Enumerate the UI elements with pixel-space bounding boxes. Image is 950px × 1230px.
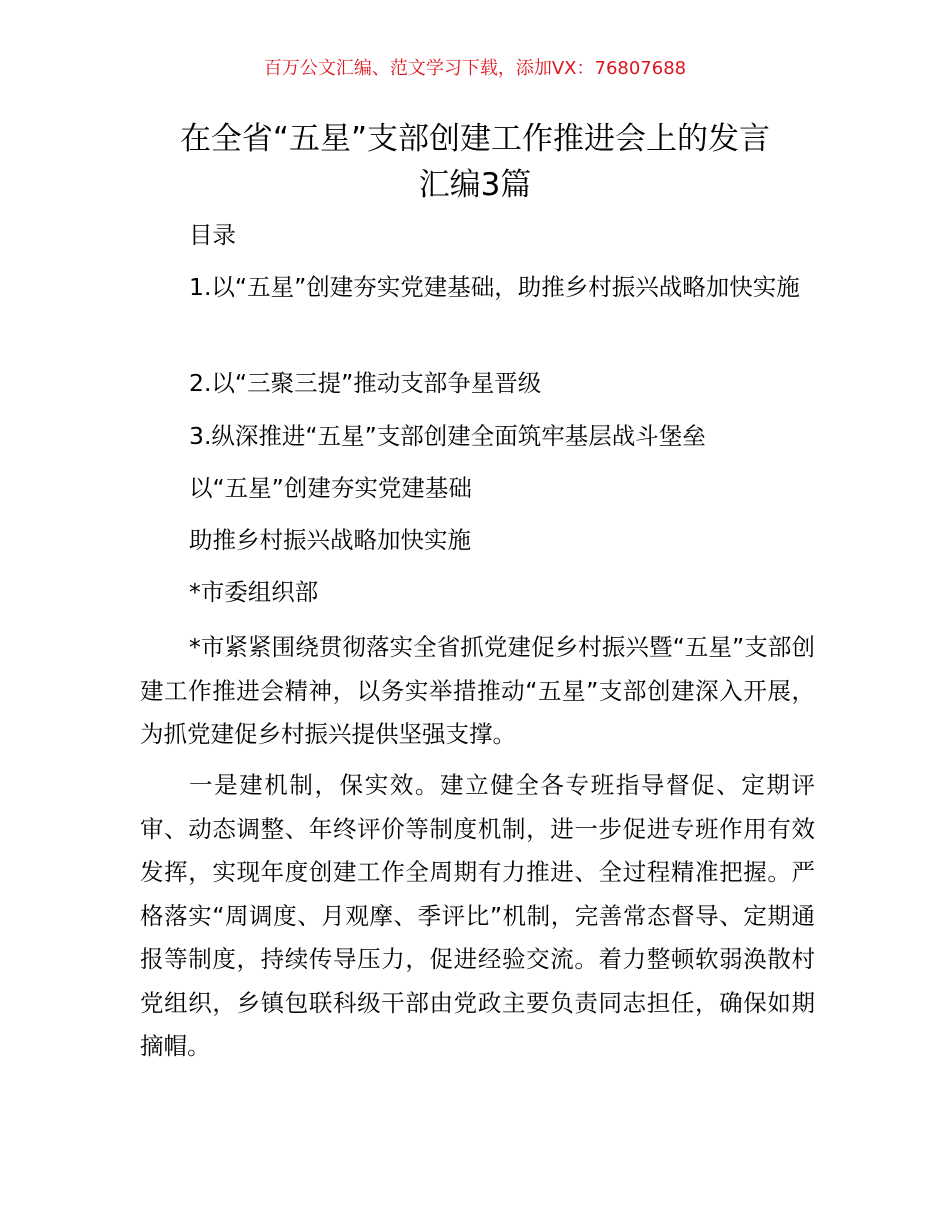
toc-item: 2.以“三聚三提”推动支部争星晋级	[189, 369, 542, 397]
toc-heading: 目录	[189, 221, 236, 249]
document-title	[140, 116, 810, 208]
article-title-line-2: 助推乡村振兴战略加快实施	[189, 526, 471, 554]
article-title-line-1: 以“五星”创建夯实党建基础	[189, 474, 472, 502]
body-paragraph: 一是建机制，保实效。建立健全各专班指导督促、定期评审、动态调整、年终评价等制度机制，进一步促进专班作用有效发挥，实现年度创建工作全周期有力推进、全过程精准把握。严格落实“周调度、月观摩、季评比”机制，完善常态督导、定期通报等制度，持续传导压力，促进经验交流。着力整顿软弱涣散村党组织，乡镇包联科级干部由党政主要负责同志担任，确保如期摘帽。	[140, 771, 815, 1060]
article-author: *市委组织部	[189, 578, 319, 606]
watermark-header: 百万公文汇编、范文学习下载，添加VX：76807688	[263, 58, 687, 79]
body-paragraph: *市紧紧围绕贯彻落实全省抓党建促乡村振兴暨“五星”支部创建工作推进会精神，以务实举措推动“五星”支部创建深入开展，为抓党建促乡村振兴提供坚强支撑。	[140, 633, 815, 748]
toc-item: 3.纵深推进“五星”支部创建全面筑牢基层战斗堡垒	[189, 422, 706, 450]
title-line-2: 汇编3篇	[418, 167, 532, 203]
title-line-1: 在全省“五星”支部创建工作推进会上的发言	[179, 121, 771, 157]
toc-item: 1.以“五星”创建夯实党建基础，助推乡村振兴战略加快实施	[189, 273, 800, 301]
